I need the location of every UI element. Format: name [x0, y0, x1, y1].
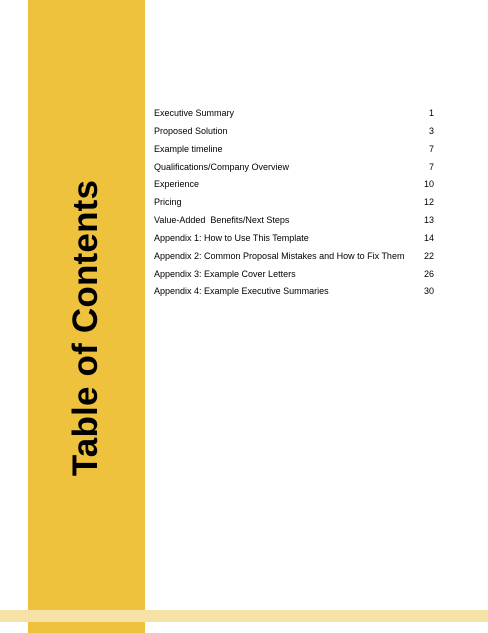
toc-entry[interactable] [154, 179, 434, 197]
toc-entry-page: 26 [423, 268, 434, 279]
toc-entry-page: 13 [423, 215, 434, 226]
toc-entry-page: 7 [428, 143, 434, 154]
toc-entry-title: Appendix 4: Example Executive Summaries [154, 286, 329, 297]
toc-entry-page: 10 [423, 179, 434, 190]
toc-entry[interactable] [154, 126, 434, 144]
toc-entry-title: Executive Summary [154, 108, 235, 118]
toc-entry-page: 14 [423, 232, 434, 243]
toc-entry-page: 7 [428, 161, 434, 172]
toc-entry[interactable] [154, 251, 434, 269]
toc-entry[interactable] [154, 215, 434, 233]
toc-entry[interactable] [154, 108, 434, 126]
page-title: Table of Contents [66, 179, 105, 477]
toc-entry[interactable] [154, 269, 434, 287]
toc-entry-title: Appendix 2: Common Proposal Mistakes and How to Fix Them [154, 250, 405, 261]
toc-entry-page: 22 [423, 250, 434, 261]
toc-entry-page: 30 [423, 286, 434, 297]
toc-entry[interactable] [154, 233, 434, 251]
toc-entry-title: Qualifications/Company Overview [154, 161, 290, 172]
toc-entry-page: 12 [423, 197, 434, 208]
toc-entry-page: 3 [428, 125, 434, 136]
toc-entry-title: Value-Added Benefits/Next Steps [154, 215, 290, 226]
toc-entry-title: Appendix 1: How to Use This Template [154, 232, 309, 243]
toc-entry-title: Appendix 3: Example Cover Letters [154, 268, 296, 279]
toc-entry-title: Pricing [154, 197, 182, 208]
toc-entry-page: 1 [428, 108, 434, 118]
table-of-contents-list [154, 108, 434, 304]
toc-entry-title: Experience [154, 179, 200, 190]
toc-entry[interactable] [154, 162, 434, 180]
toc-entry-title: Proposed Solution [154, 125, 228, 136]
toc-entry[interactable] [154, 144, 434, 162]
toc-entry-title: Example timeline [154, 143, 223, 154]
footer-strip [0, 610, 488, 622]
toc-entry[interactable] [154, 286, 434, 304]
toc-entry[interactable] [154, 197, 434, 215]
